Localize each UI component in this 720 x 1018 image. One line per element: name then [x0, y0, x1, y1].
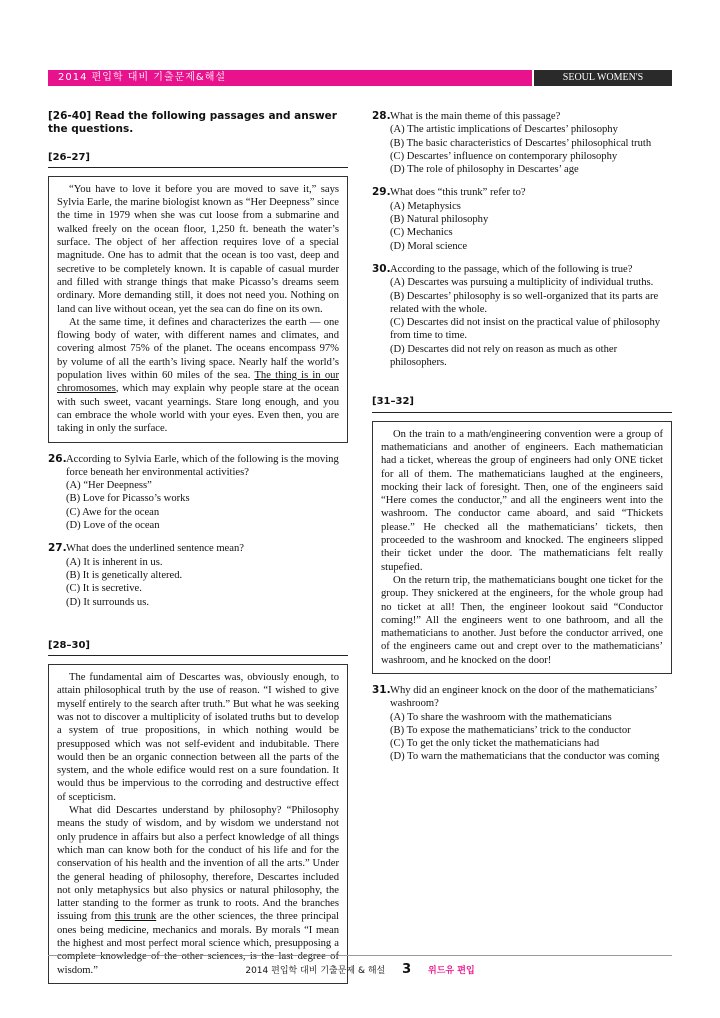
paragraph: [57, 316, 339, 436]
text: are the other sciences, the three principal ones being medicine, mechanics and morals. By morals “I mean the highest and most perfect moral science which, presupposing a complete knowledge of the other sciences, is the last degree of wisdom.”: [57, 911, 339, 976]
footer-brand: 위드유 편입: [428, 966, 475, 976]
question-stem: What does “this trunk” refer to?: [390, 187, 526, 199]
option: (C) To get the only ticket the mathematicians had: [390, 738, 600, 750]
option: (B) Natural philosophy: [390, 214, 489, 226]
passage-range-31-32: [31–32]: [372, 396, 414, 408]
text: At the same time, it defines and characterizes the earth — one flowing body of water, with different names and climates, and covering almost 75% of the planet. The oceans encompass 97% by volume of all the earth’s living space. Nearly half the world’s population lives within 60 miles of the sea.: [57, 316, 339, 382]
passage-train-joke: [372, 421, 672, 674]
option: (B) It is genetically altered.: [66, 569, 183, 581]
question-number: 30.: [372, 262, 391, 275]
option: (A) Descartes was pursuing a multiplicity of individual truths.: [390, 277, 654, 289]
question-stem: According to the passage, which of the following is true?: [390, 263, 633, 275]
divider: [48, 655, 348, 656]
paragraph: “You have to love it before you are moved to save it,” says Sylvia Earle, the marine biologist known as “Her Deepness” since the time in 1979 when she was cut loose from a submarine and walked freely on the ocean floor, 1,250 ft. beneath the water’s surface. The object of her affection requires love of a special magnitude. One has to admit that the ocean is too vast, deep and secretive to be completely known. It is capable of casual murder and filled with strange things that make Picasso’s dreams seem ordinary. More demanding still, it does not need you. Nothing on land can live without ocean, yet the sea can do fine on its own.: [57, 183, 339, 315]
text: What did Descartes understand by philosophy? “Philosophy means the study of wisdom, and by wisdom we understand not only prudence in affairs but also a perfect knowledge of all things which man can know both for the conduct of his life and for the conservation of his health and the invention of all the arts.” Under the general heading of philosophy, therefore, Descartes included not only metaphysics but also physics or natural philosophy, the latter standing to the former as trunk to roots. And the branches issuing from: [57, 805, 339, 923]
header-university: SEOUL WOMEN'S UNIVERSITY: [534, 70, 672, 86]
question-number: 27.: [48, 542, 67, 555]
passage-descartes: [48, 664, 348, 984]
footer-title: 2014 편입학 대비 기출문제 & 해설: [245, 966, 386, 976]
option: (D) Love of the ocean: [66, 520, 160, 532]
left-column: [48, 110, 348, 984]
option: (A) To share the washroom with the mathematicians: [390, 711, 612, 723]
question-stem: According to Sylvia Earle, which of the following is the moving force beneath her environmental activities?: [66, 453, 339, 478]
option: (B) To expose the mathematicians’ trick to the conductor: [390, 724, 631, 736]
option: (A) The artistic implications of Descartes’ philosophy: [390, 124, 618, 136]
paragraph: On the train to a math/engineering convention were a group of mathematicians and another of engineers. Each mathematician had a ticket, whereas the group of engineers had only ONE ticket for all of them. The mathematicians laughed at the engineers, mocking their lack of foresight. Then, one of the engineers said “Here comes the conductor,” and all the engineers went into the washroom. The conductor came aboard, and said “Thickets please.” He checked all the mathematicians’ tickets, then proceeded to the washroom and knocked. The engineers slipped their ticket under the door. The mathematicians felt really stupefied.: [381, 428, 663, 573]
page-number: 3: [402, 962, 412, 977]
instructions: [26-40] Read the following passages and answer the questions.: [48, 110, 337, 136]
question-stem: What is the main theme of this passage?: [390, 111, 561, 122]
option: (D) Descartes did not rely on reason as much as other philosophers.: [390, 343, 618, 369]
underlined-sentence: The thing is in our chromosomes: [57, 370, 339, 395]
page-header: [48, 70, 672, 99]
paragraph: [57, 804, 339, 977]
option: (B) The basic characteristics of Descartes’ philosophical truth: [390, 137, 652, 149]
question-number: 26.: [48, 452, 67, 465]
paragraph: The fundamental aim of Descartes was, obviously enough, to attain philosophical truth by the use of reason. “I wished to give myself entirely to the search after truth.” But what he was seeking was not to discover a multiplicity of isolated truths but to develop a system of true propositions, in which nothing would be presupposed which was not self-evident and indubitable. There would then be an organic connection between all the parts of the system, and the whole edifice would rest on a sure foundation. It would thus be impervious to the corroding and destructive effect of scepticism.: [57, 672, 339, 803]
header-title: 2014 편입학 대비 기출문제&해설: [48, 70, 532, 86]
option: (C) Descartes did not insist on the practical value of philosophy from time to time.: [390, 317, 661, 342]
underlined-phrase: this trunk: [114, 911, 157, 923]
divider: [372, 412, 672, 413]
option: (C) Mechanics: [390, 227, 453, 239]
option: (A) “Her Deepness”: [66, 480, 152, 492]
option: (C) Descartes’ influence on contemporary philosophy: [390, 150, 618, 162]
question-28: [372, 110, 672, 176]
option: (D) To warn the mathematicians that the conductor was coming: [390, 751, 660, 763]
question-number: 29.: [372, 186, 391, 199]
option: (A) It is inherent in us.: [66, 556, 163, 568]
page-footer: [48, 955, 672, 977]
option: (C) Awe for the ocean: [66, 506, 160, 518]
text: , which may explain why people stare at the ocean with such sweet, vacant yearnings. Stare long enough, and you can embrace the whole world with your eyes. Even then, you are taking in only the surface.: [57, 383, 339, 435]
question-30: [372, 263, 672, 369]
option: (A) Metaphysics: [390, 200, 461, 212]
question-stem: Why did an engineer knock on the door of the mathematicians’ washroom?: [390, 684, 657, 710]
question-26: [48, 453, 348, 533]
option: (D) It surrounds us.: [66, 596, 149, 608]
option: (D) The role of philosophy in Descartes’ age: [390, 164, 579, 176]
divider: [48, 167, 348, 168]
passage-range-28-30: [28–30]: [48, 639, 90, 651]
question-27: [48, 542, 348, 608]
option: (B) Descartes’ philosophy is so well-organized that its parts are related with the whole.: [390, 290, 659, 315]
right-column: [372, 110, 672, 764]
option: (D) Moral science: [390, 240, 468, 252]
option: (B) Love for Picasso’s works: [66, 493, 190, 505]
passage-range-26-27: [26–27]: [48, 151, 90, 163]
passage-sylvia-earle: [48, 176, 348, 443]
option: (C) It is secretive.: [66, 583, 142, 595]
question-number: 28.: [372, 110, 391, 122]
question-stem: What does the underlined sentence mean?: [66, 543, 244, 555]
question-31: [372, 684, 672, 764]
question-29: [372, 186, 672, 252]
question-number: 31.: [372, 683, 391, 696]
paragraph: On the return trip, the mathematicians bought one ticket for the group. They snickered at the engineers, for the whole group had no ticket at all! Then, the engineer lookout said “Conductor coming!” All the engineers went to one bathroom, and all the mathematicians to another. Just before the conductor arrived, one of the engineers came out and crept over to the mathematicians’ washroom, and he knocked on the door!: [381, 574, 663, 666]
